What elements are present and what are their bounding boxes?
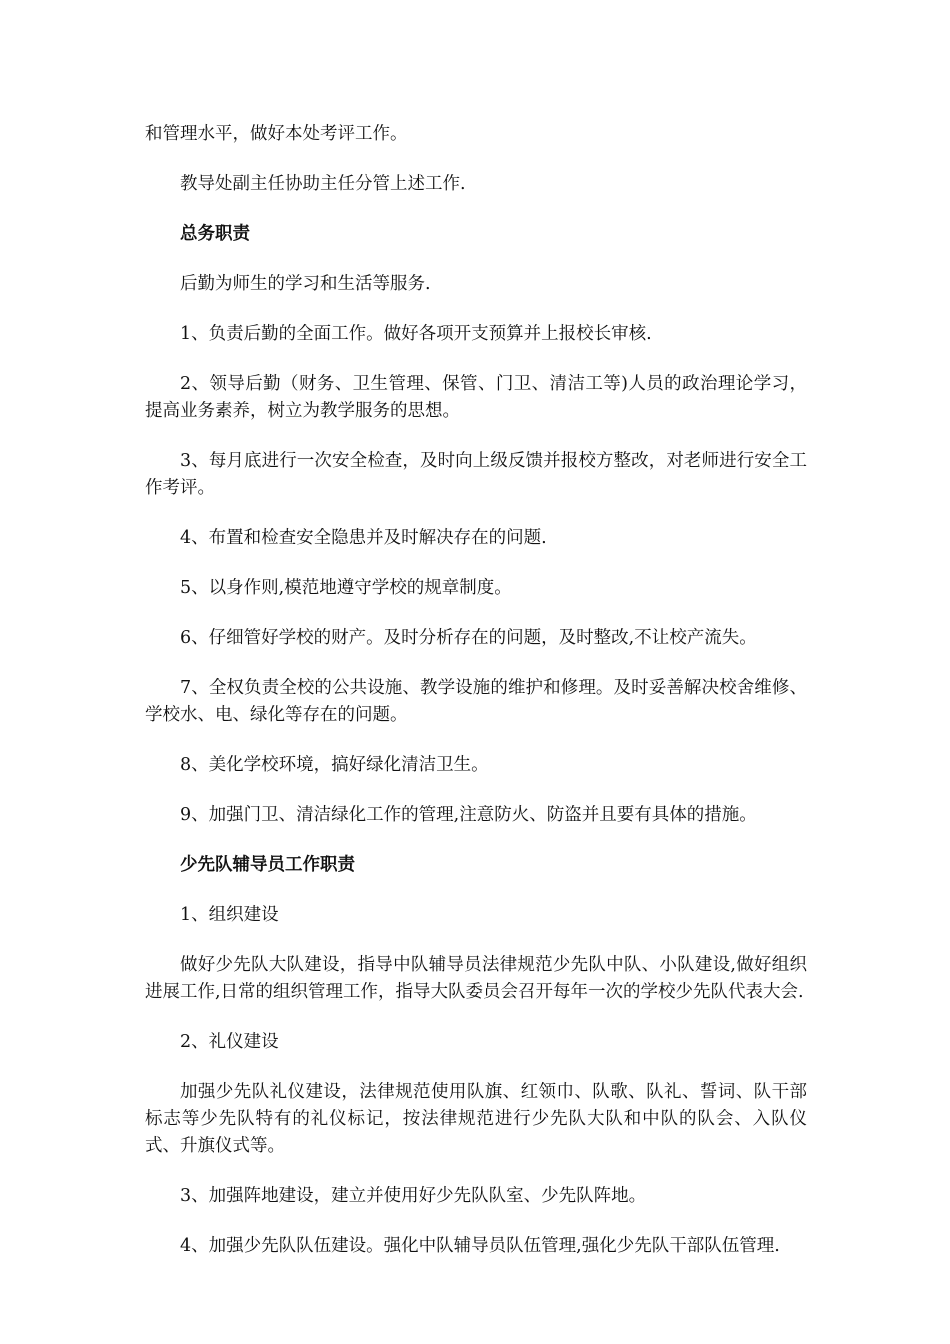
section-heading-general-affairs: 总务职责 [180,224,250,244]
section-heading-young-pioneers: 少先队辅导员工作职责 [180,855,355,875]
paragraph: 和管理水平，做好本处考评工作。 [145,124,408,144]
list-item: 5、以身作则,模范地遵守学校的规章制度。 [180,578,512,598]
list-item: 7、全权负责全校的公共设施、教学设施的维护和修理。及时妥善解决校舍维修、学校水、电、绿化等存在的问题。 [145,678,807,725]
subheading: 2、礼仪建设 [180,1032,279,1052]
list-item: 6、仔细管好学校的财产。及时分析存在的问题，及时整改,不让校产流失。 [180,628,757,648]
paragraph: 教导处副主任协助主任分管上述工作. [180,174,466,194]
list-item: 4、布置和检查安全隐患并及时解决存在的问题. [180,528,547,548]
list-item: 4、加强少先队队伍建设。强化中队辅导员队伍管理,强化少先队干部队伍管理. [180,1236,780,1256]
paragraph: 后勤为师生的学习和生活等服务. [180,274,431,294]
list-item: 8、美化学校环境，搞好绿化清洁卫生。 [180,755,489,775]
paragraph: 做好少先队大队建设，指导中队辅导员法律规范少先队中队、小队建设,做好组织进展工作,日常的组织管理工作，指导大队委员会召开每年一次的学校少先队代表大会. [145,955,807,1002]
list-item: 3、每月底进行一次安全检查，及时向上级反馈并报校方整改，对老师进行安全工作考评。 [145,451,807,498]
paragraph: 加强少先队礼仪建设，法律规范使用队旗、红领巾、队歌、队礼、誓词、队干部标志等少先队特有的礼仪标记，按法律规范进行少先队大队和中队的队会、入队仪式、升旗仪式等。 [145,1082,807,1156]
subheading: 1、组织建设 [180,905,279,925]
list-item: 9、加强门卫、清洁绿化工作的管理,注意防火、防盗并且要有具体的措施。 [180,805,757,825]
list-item: 2、领导后勤（财务、卫生管理、保管、门卫、清洁工等)人员的政治理论学习，提高业务素养，树立为教学服务的思想。 [145,374,807,421]
list-item: 1、负责后勤的全面工作。做好各项开支预算并上报校长审核. [180,324,652,344]
list-item: 3、加强阵地建设，建立并使用好少先队队室、少先队阵地。 [180,1186,647,1206]
document-body [145,121,807,1283]
